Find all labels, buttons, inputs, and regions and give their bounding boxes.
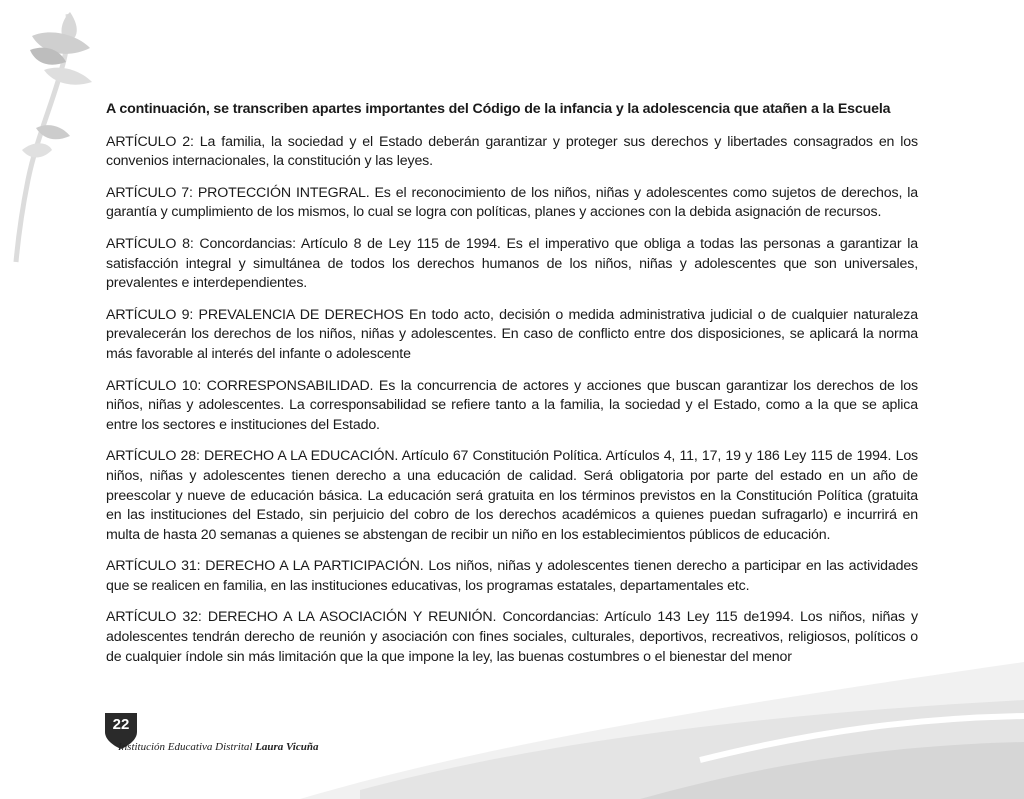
article-9: ARTÍCULO 9: PREVALENCIA DE DERECHOS En todo acto, decisión o medida administrativa judicial o de cualquier naturaleza prevalecerán los derechos de los niños, niñas y adolescentes. En caso de conflicto entre dos disposiciones, se aplicará la norma más favorable al interés del infante o adolescente xyxy=(106,306,918,362)
wave-ornament xyxy=(300,662,1024,799)
article-32: ARTÍCULO 32: DERECHO A LA ASOCIACIÓN Y REUNIÓN. Concordancias: Artículo 143 Ley 115 de1994. Los niños, niñas y adolescentes tendrán derecho de reunión y asociación con fines sociales, culturales, deportivos, recreativos, religiosos, políticos o de cualquier índole sin más limitación que la que impone la ley, las buenas costumbres o el bienestar del menor xyxy=(106,609,918,665)
section-heading: A continuación, se transcriben apartes importantes del Código de la infancia y la adolescencia que atañen a la Escuela xyxy=(106,101,891,117)
article-28: ARTÍCULO 28: DERECHO A LA EDUCACIÓN. Artículo 67 Constitución Política. Artículos 4, 11, 17, 19 y 186 Ley 115 de 1994. Los niños, niñas y adolescentes tienen derecho a una educación de calidad. Será obligatoria por parte del estado en un año de preescolar y nueve de educación básica. La educación será gratuita en los términos previstos en la Constitución Política (gratuita en las instituciones del Estado, sin perjuicio del cobro de los derechos académicos a quienes puedan sufragarlo) e incurrirá en multa de hasta 20 semanas a quienes se abstengan de recibir un niño en los establecimientos públicos de educación. xyxy=(106,448,918,543)
article-2: ARTÍCULO 2: La familia, la sociedad y el Estado deberán garantizar y proteger sus derechos y libertades consagrados en los convenios internacionales, la constitución y las leyes. xyxy=(106,133,918,170)
article-7: ARTÍCULO 7: PROTECCIÓN INTEGRAL. Es el reconocimiento de los niños, niñas y adolescentes como sujetos de derechos, la garantía y cumplimiento de los mismos, lo cual se logra con políticas, planes y acciones con la debida asignación de recursos. xyxy=(106,184,918,221)
leaf-branch-ornament xyxy=(16,12,92,262)
article-8: ARTÍCULO 8: Concordancias: Artículo 8 de Ley 115 de 1994. Es el imperativo que obliga a todas las personas a garantizar la satisfacción integral y simultánea de todos los derechos humanos de los niños, niñas y adolescentes que son universales, prevalentes e interdependientes. xyxy=(106,235,918,292)
page-number: 22 xyxy=(112,716,130,733)
institution-prefix: Institución Educativa Distrital xyxy=(118,741,256,753)
article-31: ARTÍCULO 31: DERECHO A LA PARTICIPACIÓN. Los niños, niñas y adolescentes tienen derecho a participar en las actividades que se realicen en familia, en las instituciones educativas, los programas estatales, departamentales etc. xyxy=(106,558,918,594)
institution-name xyxy=(118,741,318,753)
institution-name-bold: Laura Vicuña xyxy=(255,741,319,753)
document-body xyxy=(106,100,918,679)
article-10: ARTÍCULO 10: CORRESPONSABILIDAD. Es la concurrencia de actores y acciones que buscan garantizar los derechos de los niños, niñas y adolescentes. La corresponsabilidad se refiere tanto a la familia, la sociedad y el Estado, como a la que se aplica entre los sectores e instituciones del Estado. xyxy=(106,377,918,433)
